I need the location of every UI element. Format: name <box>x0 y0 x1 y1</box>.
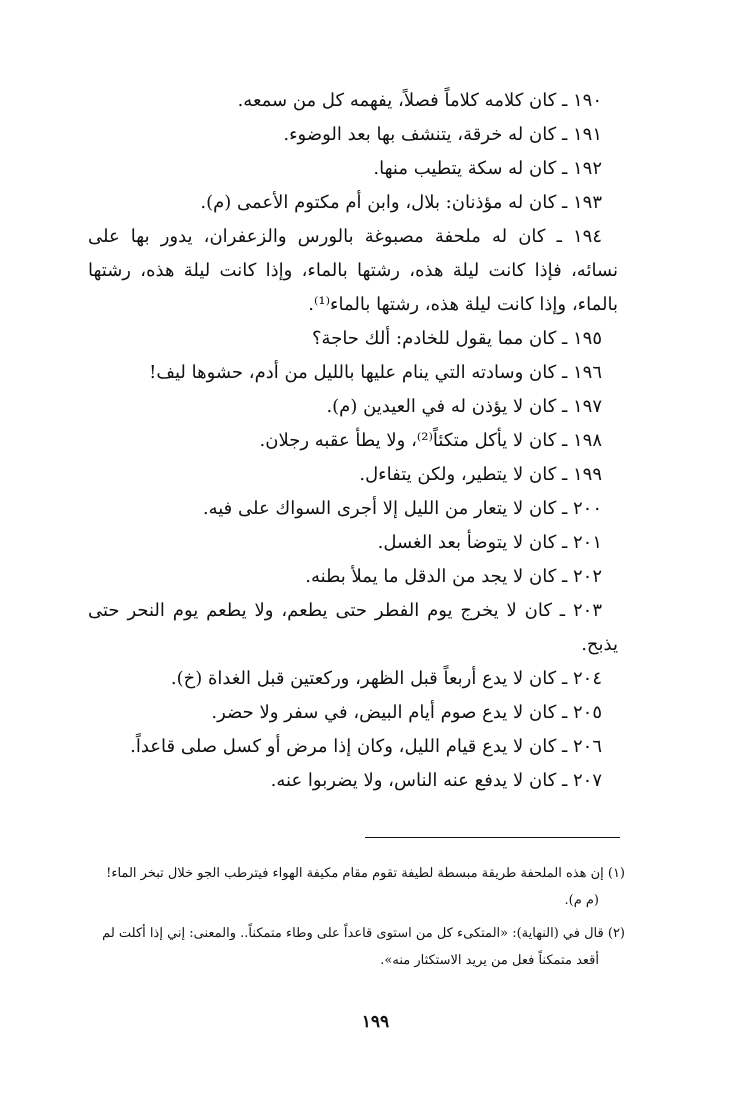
text-line: ٢٠٦ ـ كان لا يدع قيام الليل، وكان إذا مرض أو كسل صلى قاعداً. <box>130 736 602 757</box>
text-line: ١٩١ ـ كان له خرقة، يتنشف بها بعد الوضوء. <box>283 124 602 145</box>
text-line: يذبح. <box>581 634 618 655</box>
text-line: ١٩٣ ـ كان له مؤذنان: بلال، وابن أم مكتوم الأعمى (م). <box>200 192 602 213</box>
text-line: ٢٠٧ ـ كان لا يدفع عنه الناس، ولا يضربوا عنه. <box>270 770 602 791</box>
text-line: نسائه، فإذا كانت ليلة هذه، رشتها بالماء، وإذا كانت ليلة هذه، رشتها <box>88 260 618 281</box>
page-number: ١٩٩ <box>361 1012 390 1032</box>
text-line: ١٩٥ ـ كان مما يقول للخادم: ألك حاجة؟ <box>311 328 602 349</box>
main-text <box>88 84 618 798</box>
text-line: بالماء، وإذا كانت ليلة هذه، رشتها بالماء⁽¹⁾. <box>308 294 618 315</box>
text-line: ١٩٧ ـ كان لا يؤذن له في العيدين (م). <box>326 396 602 417</box>
text-line: ١٩٤ ـ كان له ملحفة مصبوغة بالورس والزعفران، يدور بها على <box>88 226 602 247</box>
footnote-2-line-1: (٢) قال في (النهاية): «المتكىء كل من استوى قاعداً على وطاء متمكناً.. والمعنى: إني إذا أكلت لم <box>102 926 625 941</box>
text-line: ٢٠٥ ـ كان لا يدع صوم أيام البيض، في سفر ولا حضر. <box>211 702 602 723</box>
text-line: ٢٠٠ ـ كان لا يتعار من الليل إلا أجرى السواك على فيه. <box>202 498 602 519</box>
footnote-2-line-2: أقعد متمكناً فعل من يريد الاستكثار منه». <box>380 953 599 968</box>
text-line: ٢٠٢ ـ كان لا يجد من الدقل ما يملأ بطنه. <box>305 566 602 587</box>
text-line: ١٩٨ ـ كان لا يأكل متكئاً⁽²⁾، ولا يطأ عقبه رجلان. <box>259 430 602 451</box>
text-line: ٢٠٤ ـ كان لا يدع أربعاً قبل الظهر، وركعتين قبل الغداة (خ). <box>170 668 602 689</box>
text-line: ١٩٦ ـ كان وسادته التي ينام عليها بالليل من أدم، حشوها ليف! <box>149 362 602 383</box>
footnotes <box>85 860 625 974</box>
text-line: ٢٠١ ـ كان لا يتوضأ بعد الغسل. <box>377 532 602 553</box>
text-line: ١٩٠ ـ كان كلامه كلاماً فصلاً، يفهمه كل من سمعه. <box>237 90 602 111</box>
text-line: ١٩٢ ـ كان له سكة يتطيب منها. <box>373 158 602 179</box>
footnote-1-line-2: (م م). <box>564 893 599 908</box>
text-line: ١٩٩ ـ كان لا يتطير، ولكن يتفاءل. <box>359 464 602 485</box>
text-line: ٢٠٣ ـ كان لا يخرج يوم الفطر حتى يطعم، ولا يطعم يوم النحر حتى <box>88 600 602 621</box>
footnote-separator <box>365 837 620 838</box>
footnote-1-line-1: (١) إن هذه الملحفة طريقة مبسطة لطيفة تقوم مقام مكيفة الهواء فيترطب الجو خلال تبخر الماء! <box>106 866 625 881</box>
